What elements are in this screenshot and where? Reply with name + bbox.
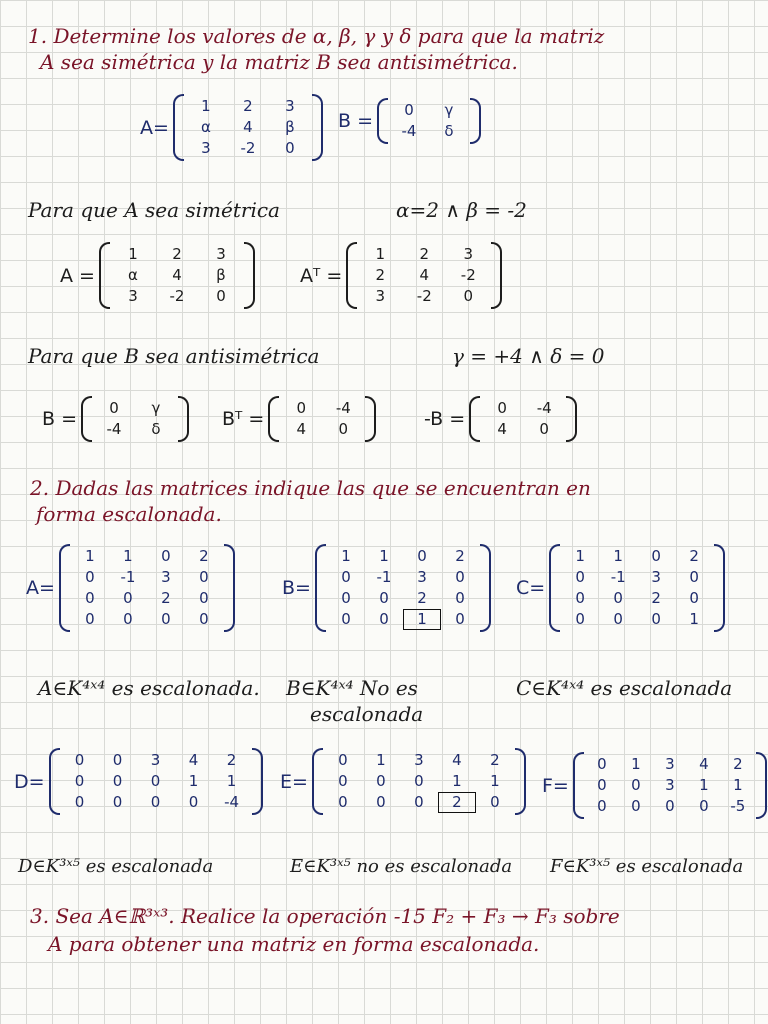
matrix-cell: 2 — [689, 547, 699, 565]
matrix-cell: γ — [444, 101, 454, 119]
matrix-cell: 0 — [689, 568, 699, 586]
matrix-cell: 0 — [74, 751, 85, 769]
matrix-cell: 0 — [341, 610, 351, 628]
matrix-cell: 1 — [375, 245, 386, 263]
matrix-cell: 1 — [631, 755, 641, 773]
matrix-cell: -4 — [335, 399, 351, 417]
matrix-label: -B = — [424, 408, 466, 430]
matrix-cell: -2 — [460, 266, 476, 284]
matrix-cell: 4 — [497, 420, 507, 438]
matrix-cell: 1 — [226, 772, 237, 790]
matrix-body — [377, 98, 481, 144]
matrix-cell: 2 — [375, 266, 386, 284]
matrix-cell: 0 — [199, 610, 209, 628]
matrix-cell: δ — [444, 122, 454, 140]
matrix-cell: 1 — [376, 751, 386, 769]
matrix-cell: 3 — [285, 97, 295, 115]
matrix-cell: 0 — [597, 776, 607, 794]
matrix-cell: 3 — [161, 568, 171, 586]
matrix-label: C= — [516, 577, 546, 599]
answer-e: E∈K³ˣ⁵ no es escalonada — [290, 856, 513, 877]
matrix-cell: 1 — [379, 547, 389, 565]
matrix-label: B = — [338, 110, 373, 132]
matrix-cell: 1 — [403, 609, 441, 630]
matrix-label: B = — [42, 408, 77, 430]
matrix-cell: -4 — [106, 420, 122, 438]
matrix-cell: 0 — [150, 793, 161, 811]
matrix-cell: 0 — [150, 772, 161, 790]
matrix-cell: 0 — [123, 610, 133, 628]
matrix-cell: 0 — [338, 772, 348, 790]
matrix-cell: 0 — [575, 589, 585, 607]
matrix-cell: 0 — [597, 755, 607, 773]
matrix-cell: 0 — [379, 589, 389, 607]
matrix-label: B= — [282, 577, 311, 599]
matrix-cell: 3 — [216, 245, 226, 263]
matrix-cell: 0 — [417, 547, 427, 565]
answer-c: C∈K⁴ˣ⁴ es escalonada — [516, 676, 733, 700]
matrix-cell: 1 — [490, 772, 500, 790]
matrix-cell: 1 — [128, 245, 138, 263]
matrix-cell: 3 — [128, 287, 138, 305]
matrix-cell: 0 — [341, 568, 351, 586]
matrix-cell: 0 — [689, 589, 699, 607]
matrix-cell: 0 — [414, 793, 424, 811]
matrix-cell: 0 — [597, 797, 607, 815]
matrix-cell: 2 — [199, 547, 209, 565]
matrix-cell: 4 — [452, 751, 462, 769]
matrix-cell: -4 — [536, 399, 552, 417]
matrix-cell: 0 — [463, 287, 474, 305]
matrix-c-echelon — [516, 544, 725, 632]
matrix-cell: 0 — [631, 776, 641, 794]
matrix-cell: 1 — [201, 97, 211, 115]
matrix-cell: 4 — [296, 420, 307, 438]
matrix-cell: 1 — [341, 547, 351, 565]
matrix-cell: 2 — [161, 589, 171, 607]
matrix-cell: 3 — [150, 751, 161, 769]
matrix-a-echelon — [26, 544, 235, 632]
matrix-body — [469, 396, 577, 442]
matrix-cell: 0 — [575, 610, 585, 628]
matrix-cell: 2 — [733, 755, 743, 773]
condition-antisymmetric: Para que B sea antisimétrica — [28, 344, 320, 368]
problem-3-line-1: 3. Sea A∈ℝ³ˣ³. Realice la operación -15 F₂ + F₃ → F₃ sobre — [30, 904, 620, 928]
answer-f: F∈K³ˣ⁵ es escalonada — [550, 856, 744, 877]
matrix-cell: 0 — [575, 568, 585, 586]
matrix-body — [173, 94, 323, 161]
matrix-label: A = — [60, 264, 95, 287]
answer-d: D∈K³ˣ⁵ es escalonada — [18, 856, 214, 877]
matrix-cell: 0 — [285, 139, 295, 157]
matrix-body — [549, 544, 725, 632]
matrix-neg-b — [424, 396, 577, 442]
matrix-cell: 0 — [85, 568, 95, 586]
condition-antisymmetric-result: γ = +4 ∧ δ = 0 — [452, 344, 605, 368]
matrix-cell: 2 — [243, 97, 253, 115]
matrix-cell: 0 — [161, 610, 171, 628]
matrix-label: A= — [26, 577, 55, 599]
matrix-label: F= — [542, 774, 569, 797]
matrix-cell: 3 — [665, 755, 675, 773]
matrix-body — [99, 242, 255, 309]
matrix-cell: 4 — [419, 266, 430, 284]
matrix-cell: 3 — [651, 568, 661, 586]
matrix-cell: 0 — [188, 793, 199, 811]
matrix-cell: 0 — [376, 793, 386, 811]
matrix-cell: 1 — [188, 772, 199, 790]
matrix-cell: 4 — [172, 266, 182, 284]
matrix-cell: 3 — [414, 751, 424, 769]
matrix-cell: 0 — [112, 751, 123, 769]
matrix-cell: 4 — [243, 118, 253, 136]
answer-b-line-1: B∈K⁴ˣ⁴ No es — [286, 676, 418, 700]
matrix-cell: 0 — [74, 772, 85, 790]
matrix-cell: 0 — [651, 547, 661, 565]
matrix-cell: 1 — [689, 610, 699, 628]
matrix-cell: 2 — [455, 547, 465, 565]
matrix-d — [14, 748, 263, 815]
matrix-f — [542, 752, 767, 819]
matrix-a-transpose — [300, 242, 502, 309]
matrix-cell: 0 — [296, 399, 307, 417]
matrix-cell: 0 — [112, 772, 123, 790]
matrix-cell: 1 — [699, 776, 709, 794]
matrix-e — [280, 748, 526, 815]
matrix-body — [346, 242, 502, 309]
matrix-cell: 0 — [414, 772, 424, 790]
matrix-body — [315, 544, 491, 632]
matrix-label: D= — [14, 770, 45, 793]
matrix-cell: 0 — [338, 420, 349, 438]
matrix-cell: -1 — [376, 568, 392, 586]
matrix-cell: 0 — [455, 568, 465, 586]
matrix-cell: γ — [151, 399, 161, 417]
matrix-label: E= — [280, 770, 308, 793]
matrix-cell: 0 — [341, 589, 351, 607]
matrix-cell: 3 — [665, 776, 675, 794]
condition-symmetric-result: α=2 ∧ β = -2 — [396, 198, 527, 222]
matrix-body — [81, 396, 189, 442]
matrix-cell: 0 — [123, 589, 133, 607]
matrix-label: Aᵀ = — [300, 264, 343, 287]
matrix-a-def — [140, 94, 323, 161]
matrix-cell: 0 — [85, 610, 95, 628]
matrix-a-check — [60, 242, 255, 309]
matrix-cell: 2 — [490, 751, 500, 769]
matrix-cell: 1 — [452, 772, 462, 790]
matrix-cell: 0 — [404, 101, 414, 119]
matrix-cell: 3 — [201, 139, 211, 157]
matrix-body — [573, 752, 767, 819]
matrix-cell: 2 — [651, 589, 661, 607]
matrix-cell: 0 — [613, 589, 623, 607]
matrix-cell: 0 — [161, 547, 171, 565]
matrix-cell: 0 — [216, 287, 226, 305]
matrix-cell: -5 — [730, 797, 746, 815]
matrix-cell: 0 — [455, 589, 465, 607]
matrix-cell: 0 — [338, 793, 348, 811]
matrix-cell: 2 — [438, 792, 476, 813]
matrix-body — [59, 544, 235, 632]
matrix-cell: 1 — [733, 776, 743, 794]
matrix-cell: -2 — [240, 139, 256, 157]
matrix-cell: 0 — [651, 610, 661, 628]
matrix-cell: 0 — [376, 772, 386, 790]
matrix-cell: 4 — [699, 755, 709, 773]
problem-1-line-1: 1. Determine los valores de α, β, γ y δ para que la matriz — [28, 24, 605, 48]
matrix-cell: 0 — [112, 793, 123, 811]
matrix-cell: 3 — [417, 568, 427, 586]
matrix-cell: -4 — [401, 122, 417, 140]
matrix-cell: 0 — [455, 610, 465, 628]
matrix-cell: δ — [151, 420, 161, 438]
matrix-cell: 0 — [85, 589, 95, 607]
matrix-cell: 0 — [665, 797, 675, 815]
problem-2-line-1: 2. Dadas las matrices indique las que se encuentran en — [30, 476, 591, 500]
matrix-cell: 0 — [109, 399, 119, 417]
matrix-cell: 0 — [74, 793, 85, 811]
matrix-cell: -2 — [169, 287, 185, 305]
answer-b-line-2: escalonada — [310, 702, 424, 726]
matrix-cell: 0 — [199, 589, 209, 607]
matrix-cell: 3 — [375, 287, 386, 305]
matrix-cell: 1 — [613, 547, 623, 565]
problem-1-line-2: A sea simétrica y la matriz B sea antisimétrica. — [40, 50, 518, 74]
matrix-label: A= — [140, 116, 169, 139]
problem-3-line-2: A para obtener una matriz en forma escalonada. — [48, 932, 540, 956]
matrix-cell: α — [128, 266, 138, 284]
matrix-cell: 4 — [188, 751, 199, 769]
matrix-cell: 0 — [613, 610, 623, 628]
answer-a: A∈K⁴ˣ⁴ es escalonada. — [38, 676, 260, 700]
matrix-cell: -1 — [120, 568, 136, 586]
matrix-cell: 2 — [226, 751, 237, 769]
matrix-cell: 0 — [497, 399, 507, 417]
matrix-cell: 3 — [463, 245, 474, 263]
matrix-b-def — [338, 98, 481, 144]
matrix-cell: 2 — [172, 245, 182, 263]
problem-2-line-2: forma escalonada. — [36, 502, 222, 526]
matrix-b-transpose — [222, 396, 376, 442]
matrix-cell: -2 — [416, 287, 432, 305]
matrix-cell: 2 — [419, 245, 430, 263]
matrix-cell: 1 — [85, 547, 95, 565]
matrix-cell: 2 — [417, 589, 427, 607]
matrix-cell: 0 — [631, 797, 641, 815]
matrix-body — [268, 396, 376, 442]
matrix-cell: β — [285, 118, 295, 136]
matrix-cell: 1 — [123, 547, 133, 565]
matrix-cell: 0 — [338, 751, 348, 769]
matrix-cell: 0 — [699, 797, 709, 815]
matrix-cell: β — [216, 266, 226, 284]
matrix-cell: -4 — [224, 793, 240, 811]
matrix-b-check — [42, 396, 189, 442]
matrix-cell: 0 — [490, 793, 500, 811]
matrix-b-echelon — [282, 544, 491, 632]
condition-symmetric: Para que A sea simétrica — [28, 198, 280, 222]
matrix-label: Bᵀ = — [222, 408, 265, 430]
matrix-body — [312, 748, 526, 815]
matrix-cell: -1 — [610, 568, 626, 586]
matrix-cell: 1 — [575, 547, 585, 565]
matrix-cell: 0 — [199, 568, 209, 586]
matrix-cell: α — [200, 118, 211, 136]
matrix-cell: 0 — [539, 420, 549, 438]
matrix-cell: 0 — [379, 610, 389, 628]
matrix-body — [49, 748, 263, 815]
